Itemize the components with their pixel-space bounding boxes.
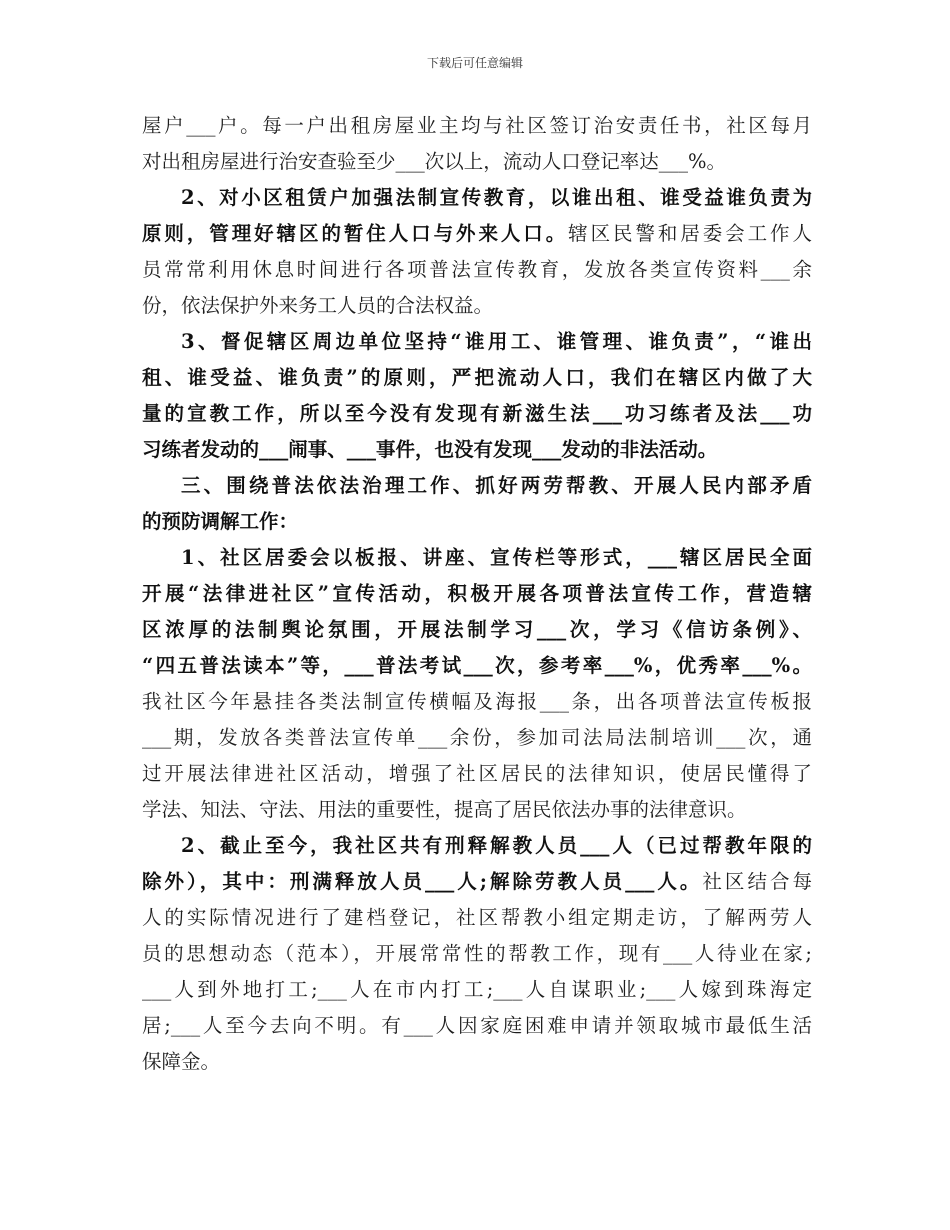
text-line: ___人到外地打工;___人在市内打工;___人自谋职业;___人嫁到珠海定 xyxy=(142,978,812,1001)
text-line: 开展“法律进社区”宣传活动，积极开展各项普法宣传工作，营造辖 xyxy=(142,582,812,605)
text-line: 除外），其中：刑满释放人员___人;解除劳教人员___人。社区结合每 xyxy=(142,870,812,893)
text-line: 3、督促辖区周边单位坚持“谁用工、谁管理、谁负责”，“谁出 xyxy=(181,330,812,353)
text-line: 对出租房屋进行治安查验至少___次以上，流动人口登记率达___%。 xyxy=(142,150,727,173)
text-line: 2、对小区租赁户加强法制宣传教育，以谁出租、谁受益谁负责为 xyxy=(181,186,812,209)
text-line: 员的思想动态（范本），开展常常性的帮教工作，现有___人待业在家; xyxy=(142,942,812,965)
text-line: 过开展法律进社区活动，增强了社区居民的法律知识，使居民懂得了 xyxy=(142,762,812,785)
text-line: 人的实际情况进行了建档登记，社区帮教小组定期走访，了解两劳人 xyxy=(142,906,812,929)
document-body xyxy=(142,108,812,1080)
text-line: 我社区今年悬挂各类法制宣传横幅及海报___条，出各项普法宣传板报 xyxy=(142,690,812,713)
text-line: 居;___人至今去向不明。有___人因家庭困难申请并领取城市最低生活 xyxy=(142,1014,812,1037)
text-line: 三、围绕普法依法治理工作、抓好两劳帮教、开展人民内部矛盾 xyxy=(181,474,812,497)
text-line: 屋户___户。每一户出租房屋业主均与社区签订治安责任书，社区每月 xyxy=(142,114,812,137)
text-line: 习练者发动的___闹事、___事件，也没有发现___发动的非法活动。 xyxy=(142,438,718,461)
text-line: 保障金。 xyxy=(142,1050,221,1073)
text-line: 员常常利用休息时间进行各项普法宣传教育，发放各类宣传资料___余 xyxy=(142,258,812,281)
text-line: 份，依法保护外来务工人员的合法权益。 xyxy=(142,294,494,317)
page-header: 下载后可任意编辑 xyxy=(426,56,523,70)
text-line: ___期，发放各类普法宣传单___余份，参加司法局法制培训___次，通 xyxy=(142,726,812,749)
text-line: 学法、知法、守法、用法的重要性，提高了居民依法办事的法律意识。 xyxy=(142,798,747,821)
text-line: 2、截止至今，我社区共有刑释解教人员___人（已过帮教年限的 xyxy=(181,834,812,857)
text-line: 区浓厚的法制舆论氛围，开展法制学习___次，学习《信访条例》、 xyxy=(142,618,812,641)
text-line: 量的宣教工作，所以至今没有发现有新滋生法___功习练者及法___功 xyxy=(142,402,812,425)
text-line: 原则，管理好辖区的暂住人口与外来人口。辖区民警和居委会工作人 xyxy=(142,222,812,245)
text-line: 1、社区居委会以板报、讲座、宣传栏等形式，___辖区居民全面 xyxy=(181,546,812,569)
text-line: 租、谁受益、谁负责”的原则，严把流动人口，我们在辖区内做了大 xyxy=(142,366,812,389)
text-line: “四五普法读本”等，___普法考试___次，参考率___%，优秀率___%。 xyxy=(142,654,812,677)
text-line: 的预防调解工作： xyxy=(142,510,299,533)
